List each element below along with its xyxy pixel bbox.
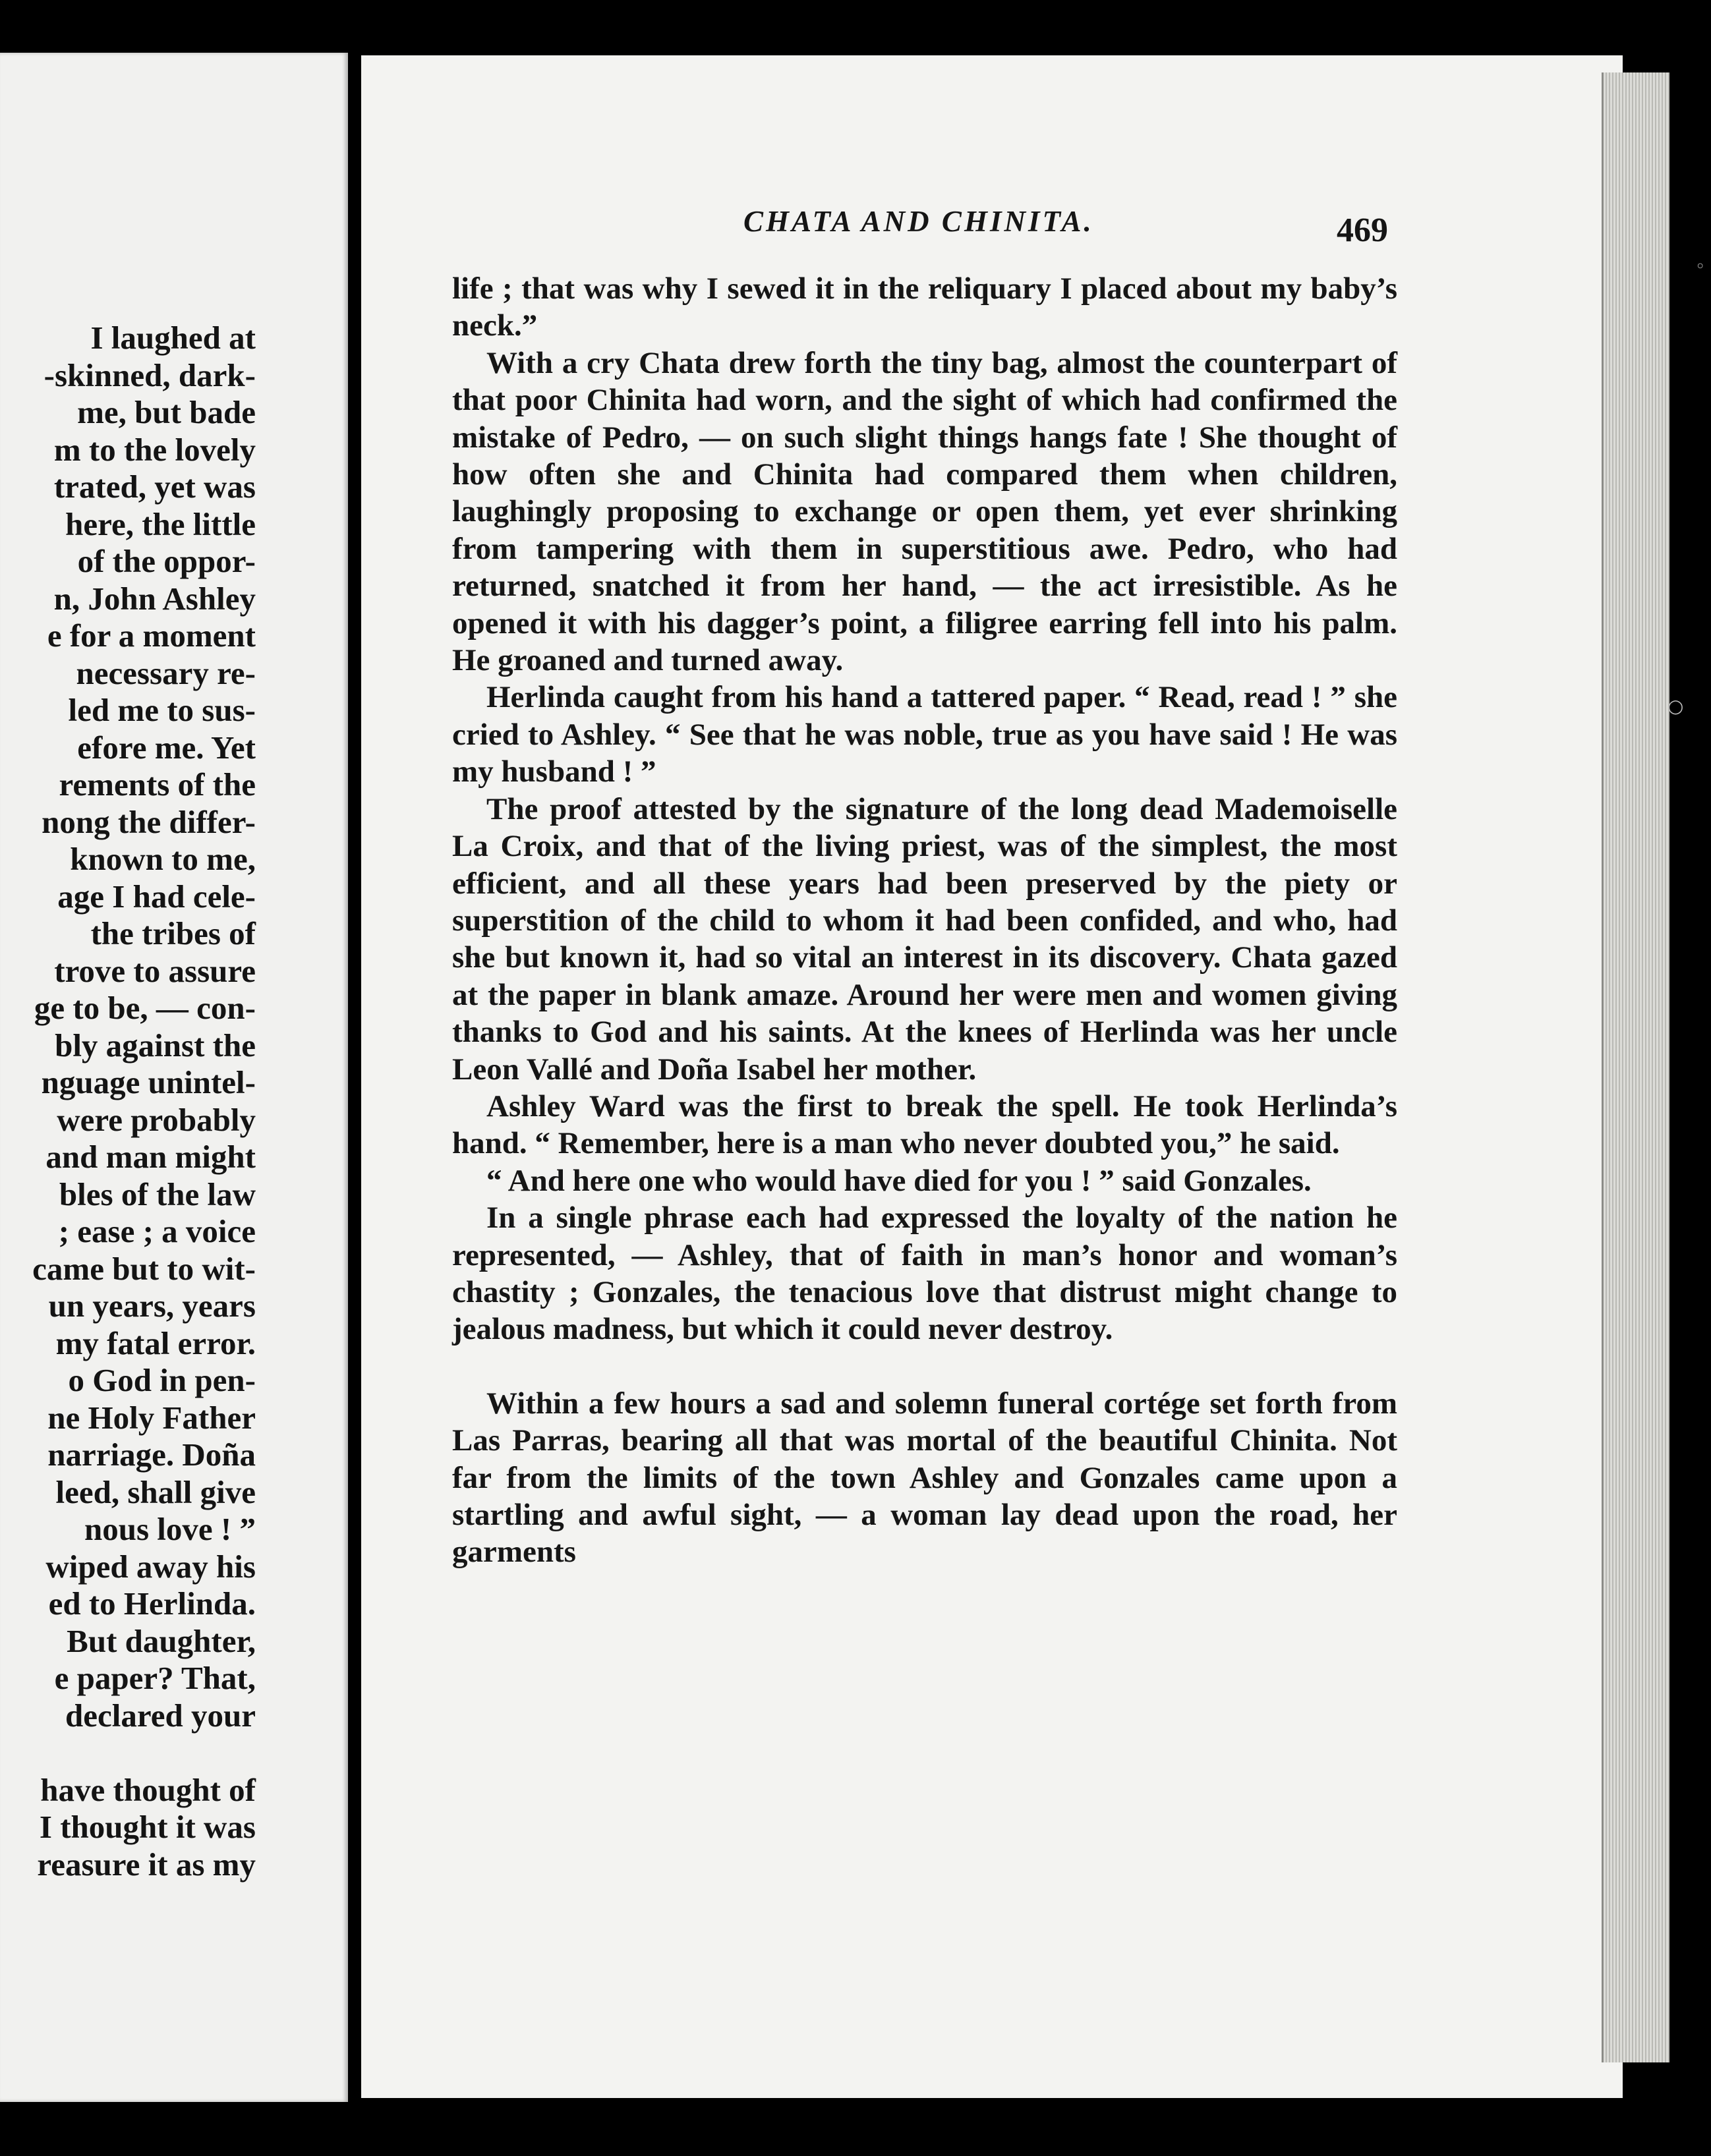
left-page-line: age I had cele- — [57, 878, 256, 915]
left-page-line: ne Holy Father — [47, 1399, 256, 1436]
left-page-line: narriage. Doña — [47, 1436, 256, 1473]
left-page-line: I laughed at — [90, 320, 256, 356]
running-head: CHATA AND CHINITA. — [743, 205, 1094, 238]
page-number: 469 — [1337, 212, 1388, 249]
left-page-line: trove to assure — [54, 952, 256, 989]
body-text — [452, 270, 1397, 1571]
left-page-line: I thought it was — [39, 1809, 256, 1845]
left-page-line: me, but bade — [77, 394, 256, 430]
left-page-text — [0, 320, 256, 1883]
left-page-line: here, the little — [65, 505, 256, 542]
left-page-line: o God in pen- — [68, 1362, 256, 1398]
left-page-line: known to me, — [70, 841, 256, 877]
left-page-line: led me to sus- — [68, 692, 256, 728]
paragraph: With a cry Chata drew forth the tiny bag, almost the counterpart of that poor Chinita had worn, and the sight of which had confirmed the mistake of Pedro, — on such slight things hangs fate ! She thought of how often she and Chinita had compared them when children, laughingly proposing to exchange or open them, yet ever shrinking from tampering with them in superstitious awe. Pedro, who had returned, snatched it from her hand, — the act irresistible. As he opened it with his dagger’s point, a filigree earring fell into his palm. He groaned and turned away. — [452, 345, 1397, 678]
left-page-line: ge to be, — con- — [34, 990, 256, 1026]
left-page-line: the tribes of — [90, 915, 256, 951]
left-page-line: -skinned, dark- — [44, 356, 256, 393]
left-page-line: reasure it as my — [37, 1846, 256, 1883]
left-page-line: m to the lovely — [53, 431, 256, 468]
left-page-line: bles of the law — [59, 1176, 256, 1212]
margin-mark: ◦ — [1695, 257, 1706, 277]
left-page-line: But daughter, — [67, 1622, 256, 1659]
left-page-line: have thought of — [40, 1771, 256, 1808]
left-page-line: un years, years — [48, 1288, 256, 1324]
left-page-line: necessary re- — [76, 654, 256, 691]
left-page-line: were probably — [57, 1101, 256, 1138]
left-page-line: wiped away his — [45, 1548, 256, 1585]
left-page-line: ed to Herlinda. — [48, 1585, 256, 1622]
paragraph: Ashley Ward was the first to break the spell. He took Herlinda’s hand. “ Remember, here is a man who never doubted you,” he said. — [452, 1089, 1397, 1161]
paragraph: Herlinda caught from his hand a tattered paper. “ Read, read ! ” she cried to Ashley. “ See that he was noble, true as you have said ! He was my husband ! ” — [452, 680, 1397, 789]
paragraph: Within a few hours a sad and solemn funeral cortége set forth from Las Parras, bearing all that was mortal of the beautiful Chinita. Not far from the limits of the town Ashley and Gonzales came upon a startling and awful sight, — a woman lay dead upon the road, her garments — [452, 1386, 1397, 1570]
paragraph: “ And here one who would have died for you ! ” said Gonzales. — [486, 1163, 1312, 1198]
paragraph: In a single phrase each had expressed the loyalty of the nation he represented, — Ashley, that of faith in man’s honor and woman’s chastity ; Gonzales, the tenacious love that distrust might change to jealous madness, but which it could never destroy. — [452, 1201, 1397, 1347]
left-page-line: rements of the — [59, 766, 256, 803]
left-page-line: nous love ! ” — [84, 1511, 256, 1547]
left-page-line: trated, yet was — [53, 468, 256, 505]
left-page-line: and man might — [45, 1139, 256, 1175]
left-page-line: ; ease ; a voice — [58, 1213, 256, 1249]
page-edges — [1602, 72, 1669, 2062]
left-page-line: leed, shall give — [55, 1473, 256, 1510]
paragraph: The proof attested by the signature of the long dead Mademoiselle La Croix, and that of the living priest, was of the simplest, the most efficient, and all these years had been preserved by the piety or superstition of the child to whom it had been confided, and who, had she but known it, had so vital an interest in its discovery. Chata gazed at the paper in blank amaze. Around her were men and women giving thanks to God and his saints. At the knees of Herlinda was her uncle Leon Vallé and Doña Isabel her mother. — [452, 791, 1397, 1087]
left-page-line: e for a moment — [47, 617, 256, 654]
left-page — [0, 53, 348, 2102]
margin-mark: ○ — [1668, 695, 1684, 717]
left-page-line: nguage unintel- — [41, 1064, 256, 1100]
left-page-line: n, John Ashley — [53, 580, 256, 617]
left-page-line: e paper? That, — [54, 1660, 256, 1696]
left-page-line: efore me. Yet — [77, 729, 256, 766]
left-page-line: bly against the — [55, 1027, 256, 1064]
left-page-line: my fatal error. — [55, 1324, 256, 1361]
left-page-line: came but to wit- — [32, 1250, 256, 1287]
left-page-line: of the oppor- — [77, 543, 256, 579]
left-page-line — [0, 1734, 256, 1772]
left-page-line: nong the differ- — [42, 803, 256, 840]
left-page-line: declared your — [65, 1697, 256, 1734]
paragraph: life ; that was why I sewed it in the reliquary I placed about my baby’s neck.” — [452, 271, 1397, 343]
